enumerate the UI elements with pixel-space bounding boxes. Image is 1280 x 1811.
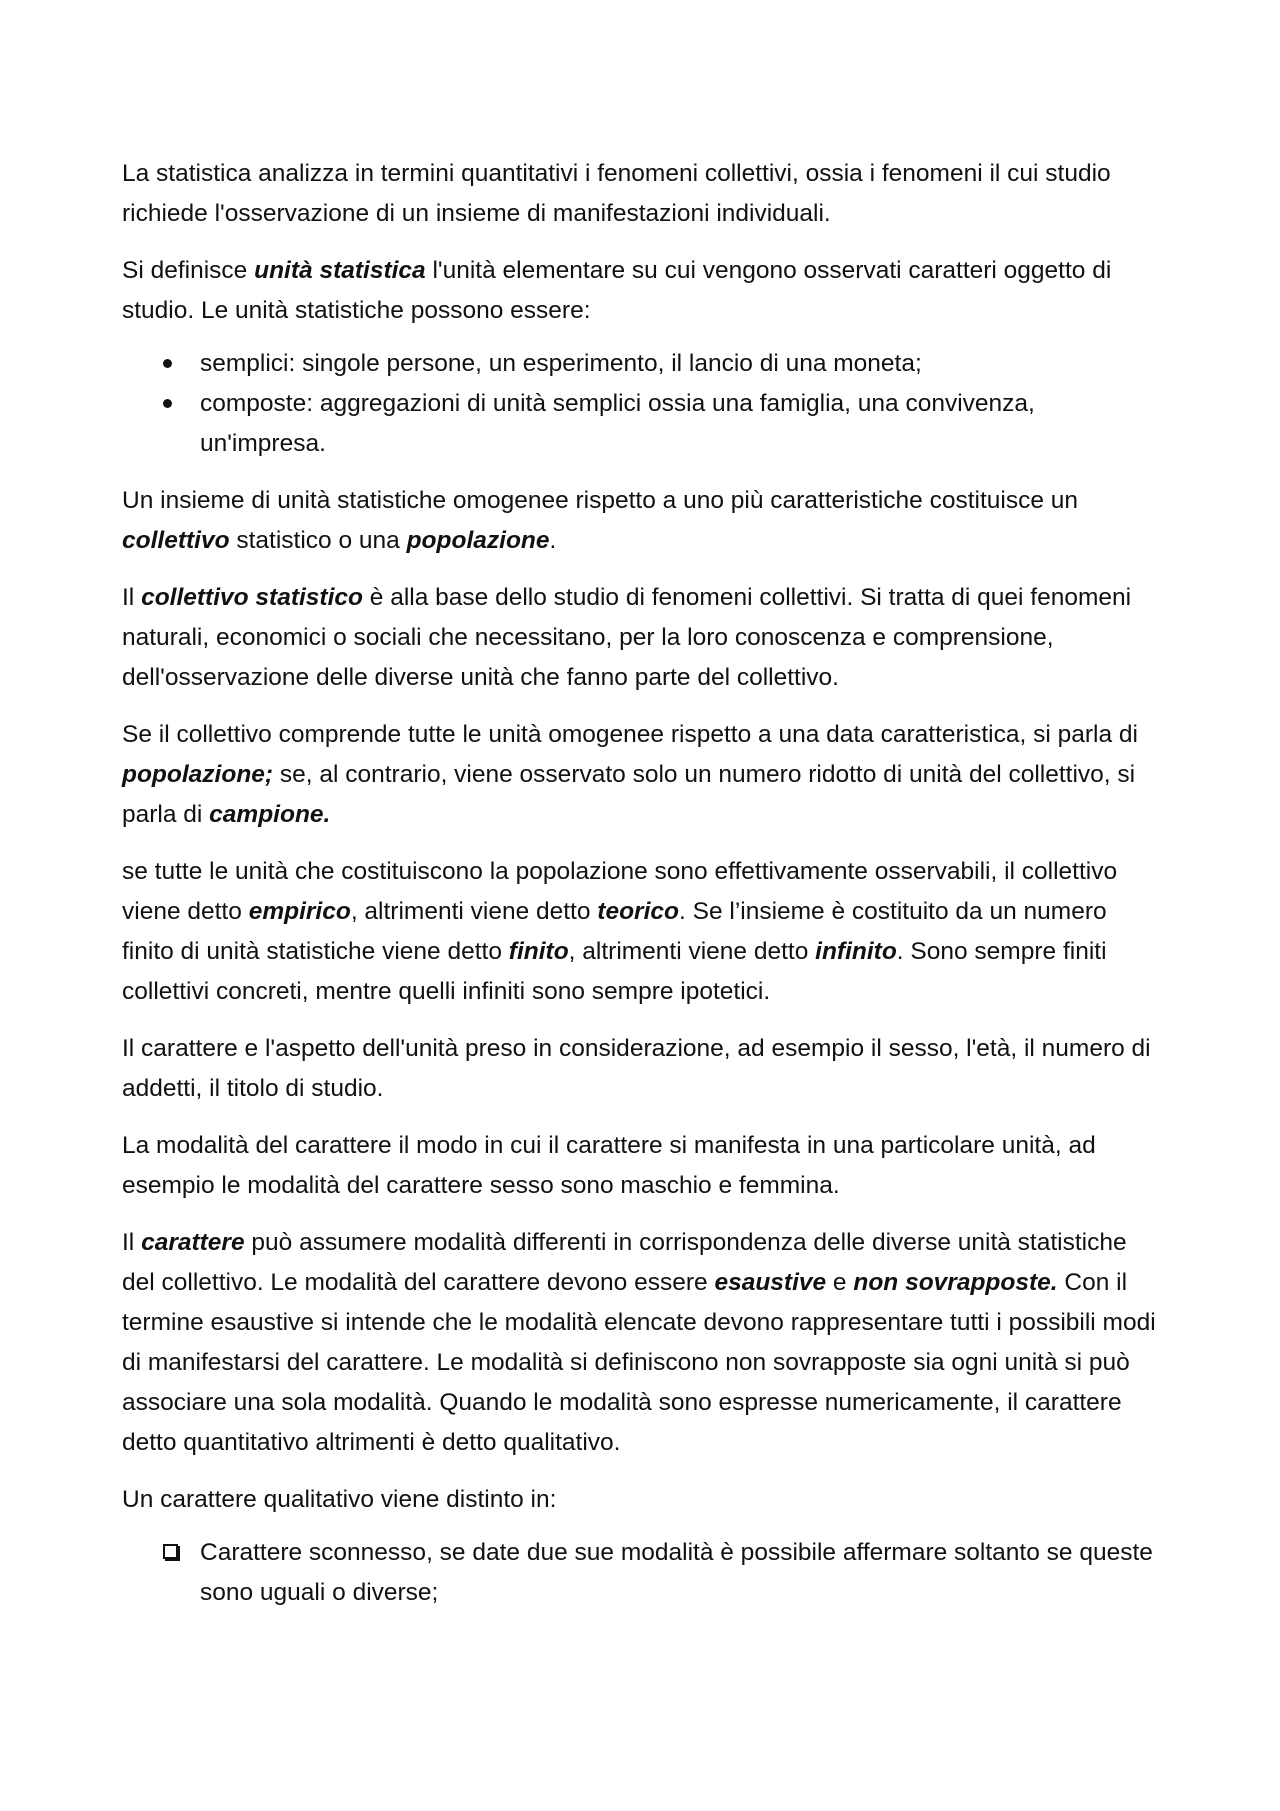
term-empirico: empirico	[248, 898, 351, 925]
text-run: , altrimenti viene detto	[350, 898, 598, 925]
list-item	[200, 1533, 1160, 1613]
term-popolazione: popolazione	[406, 527, 550, 554]
term-carattere: carattere	[141, 1229, 245, 1256]
list-item	[200, 344, 1160, 384]
paragraph-collettivo-statistico	[122, 578, 1160, 698]
text-run: se tutte le unità che costituiscono la popolazione sono effettivamente osservabili, il collettivo viene detto	[122, 858, 1118, 925]
text-run: Un insieme di unità statistiche omogenee rispetto a uno più caratteristiche costituisce un	[122, 487, 1079, 514]
term-teorico: teorico	[597, 898, 679, 925]
term-unita-statistica: unità statistica	[254, 257, 426, 284]
text-run: è alla base dello studio di fenomeni collettivi. Si tratta di quei fenomeni naturali, economici o sociali che necessitano, per la loro conoscenza e comprensione, dell'osservazione delle diverse unità che fanno parte del collettivo.	[122, 584, 1132, 691]
paragraph-modalita: La modalità del carattere il modo in cui il carattere si manifesta in una particolare unità, ad esempio le modalità del carattere sesso sono maschio e femmina.	[122, 1132, 1096, 1199]
term-popolazione: popolazione;	[122, 761, 274, 788]
text-run: l'unità elementare su cui vengono osservati caratteri oggetto di studio. Le unità statistiche possono essere:	[122, 257, 1112, 324]
bullet-list	[122, 344, 1160, 464]
term-collettivo: collettivo	[122, 527, 230, 554]
text-run: statistico o una	[229, 527, 407, 554]
list-item-text: composte: aggregazioni di unità semplici ossia una famiglia, una convivenza, un'impresa.	[200, 390, 1035, 457]
list-item-text: semplici: singole persone, un esperimento, il lancio di una moneta;	[200, 350, 922, 377]
text-run: Il	[122, 1229, 142, 1256]
text-run: Con il termine esaustive si intende che le modalità elencate devono rappresentare tutti i possibili modi di manifestarsi del carattere. Le modalità si definiscono non sovrapposte sia ogni unità si può associare una sola modalità. Quando le modalità sono espresse numericamente, il carattere detto quantitativo altrimenti è detto qualitativo.	[122, 1269, 1156, 1456]
term-non-sovrapposte: non sovrapposte.	[853, 1269, 1058, 1296]
paragraph-collettivo	[122, 481, 1160, 561]
bullet-icon	[163, 399, 172, 408]
paragraph-unita-statistica	[122, 251, 1160, 331]
bullet-icon	[163, 359, 172, 368]
paragraph-empirico-teorico	[122, 852, 1160, 1012]
list-item	[200, 384, 1160, 464]
text-run: se, al contrario, viene osservato solo un numero ridotto di unità del collettivo, si parla di	[122, 761, 1136, 828]
text-run: Il	[122, 584, 142, 611]
term-campione: campione.	[209, 801, 331, 828]
text-run: . Se l’insieme è costituito da un numero finito di unità statistiche viene detto	[122, 898, 1107, 965]
term-collettivo-statistico: collettivo statistico	[141, 584, 363, 611]
text-run: Se il collettivo comprende tutte le unità omogenee rispetto a una data caratteristica, si parla di	[122, 721, 1138, 748]
paragraph-carattere-modalita	[122, 1223, 1160, 1463]
paragraph-qualitativo: Un carattere qualitativo viene distinto in:	[122, 1486, 557, 1513]
paragraph-carattere: Il carattere e l'aspetto dell'unità preso in considerazione, ad esempio il sesso, l'età, il numero di addetti, il titolo di studio.	[122, 1035, 1151, 1102]
text-run: .	[549, 527, 557, 554]
text-run: può assumere modalità differenti in corrispondenza delle diverse unità statistiche del collettivo. Le modalità del carattere devono essere	[122, 1229, 1127, 1296]
list-item-text: Carattere sconnesso, se date due sue modalità è possibile affermare soltanto se queste sono uguali o diverse;	[200, 1539, 1153, 1606]
text-run: . Sono sempre finiti collettivi concreti, mentre quelli infiniti sono sempre ipotetici.	[122, 938, 1107, 1005]
text-run: , altrimenti viene detto	[568, 938, 816, 965]
text-run: e	[826, 1269, 854, 1296]
checkbox-list	[122, 1533, 1160, 1613]
term-finito: finito	[508, 938, 569, 965]
term-infinito: infinito	[815, 938, 897, 965]
paragraph-popolazione-campione	[122, 715, 1160, 835]
paragraph-intro: La statistica analizza in termini quantitativi i fenomeni collettivi, ossia i fenomeni il cui studio richiede l'osservazione di un insieme di manifestazioni individuali.	[122, 160, 1111, 227]
term-esaustive: esaustive	[714, 1269, 827, 1296]
text-run: Si definisce	[122, 257, 255, 284]
checkbox-bullet-icon	[163, 1544, 178, 1559]
